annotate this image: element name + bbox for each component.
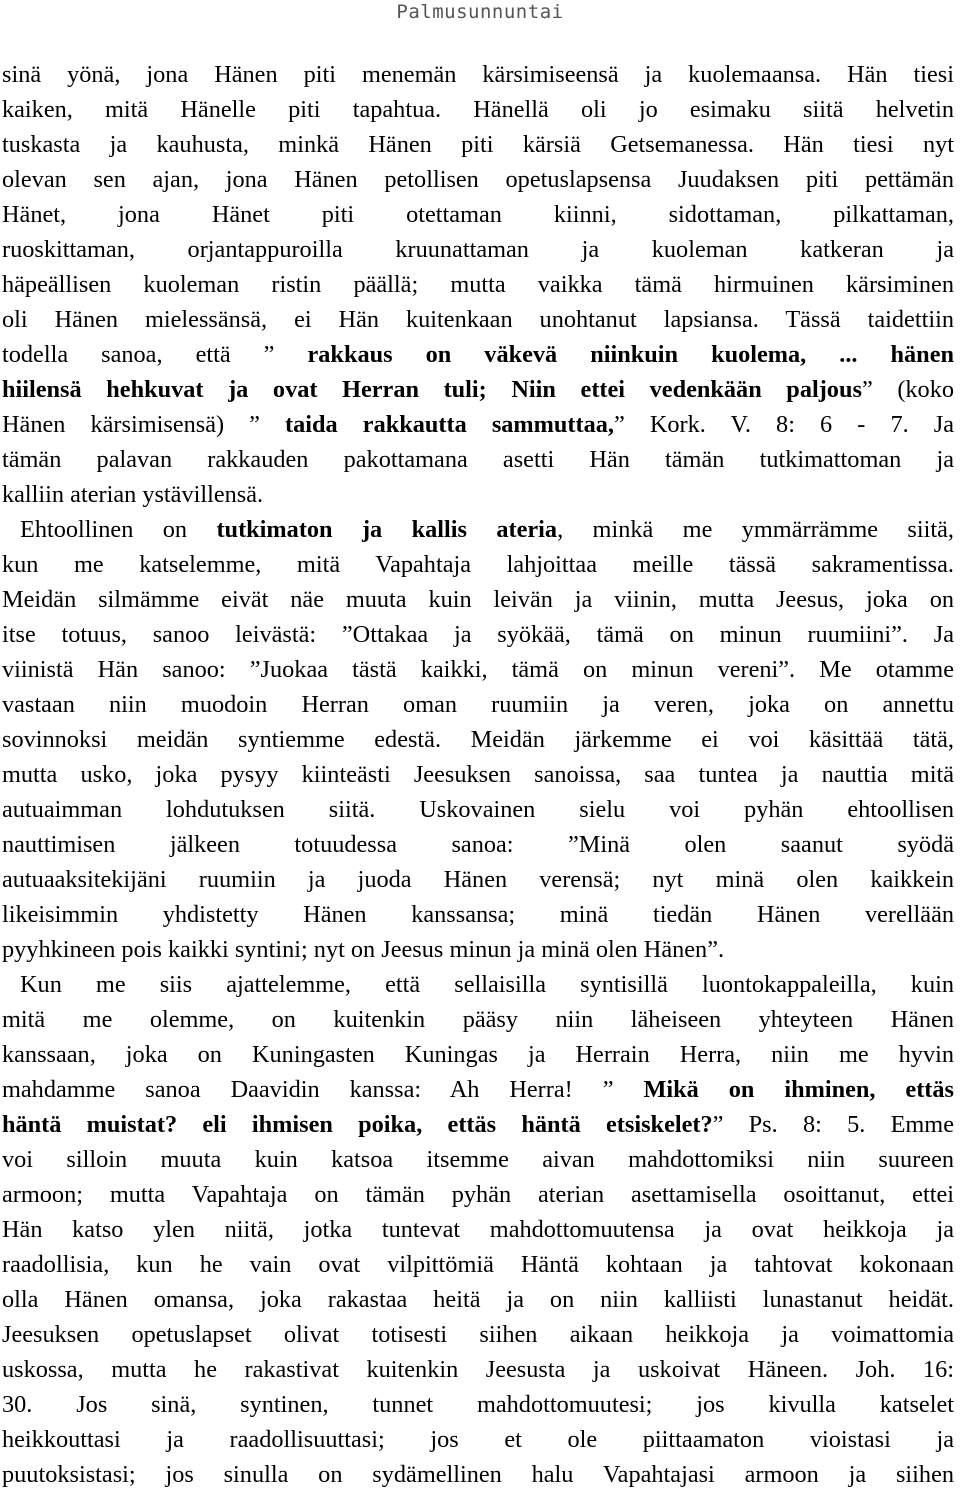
text-line: tämän palavan rakkauden pakottamana asetti Hän tämän tutkimattoman ja [2,446,954,473]
text-segment: mahdamme sanoa Daavidin kanssa: Ah Herra! ” [2,1076,644,1103]
text-line: sinä yönä, jona Hänen piti menemän kärsimiseensä ja kuolemaansa. Hän tiesi [2,61,954,88]
page-header [0,0,960,34]
text-line: 30. Jos sinä, syntinen, tunnet mahdottomuutesi; jos kivulla katselet [2,1391,954,1418]
text-line: kun me katselemme, mitä Vapahtaja lahjoittaa meille tässä sakramentissa. [2,551,954,578]
text-line: Hänet, jona Hänet piti otettaman kiinni, sidottaman, pilkattaman, [2,201,954,228]
text-segment: Ehtoollinen on [20,516,217,543]
bold-text-segment: taida rakkautta sammuttaa, [285,411,614,438]
text-line: pyyhkineen pois kaikki syntini; nyt on Jeesus minun ja minä olen Hänen”. [2,936,725,963]
text-line: Hän katso ylen niitä, jotka tuntevat mahdottomuutensa ja ovat heikkoja ja [2,1216,954,1243]
text-segment: , minkä me ymmärrämme siitä, [557,516,954,543]
text-segment: ” (koko [861,376,955,403]
text-line: autuaaksitekijäni ruumiin ja juoda Hänen verensä; nyt minä olen kaikkein [2,866,954,893]
text-segment: ” Kork. V. 8: 6 - 7. Ja [613,411,954,438]
text-segment: todella sanoa, että ” [2,341,308,368]
bold-text-segment: rakkaus on väkevä niinkuin kuolema, ... hänen [307,341,954,368]
text-line [2,512,954,547]
bold-text-segment: tutkimaton ja kallis ateria [216,516,558,543]
text-line: mutta usko, joka pysyy kiinteästi Jeesuksen sanoissa, saa tuntea ja nauttia mitä [2,761,954,788]
text-line: Meidän silmämme eivät näe muuta kuin leivän ja viinin, mutta Jeesus, joka on [2,586,954,613]
text-line: itse totuus, sanoo leivästä: ”Ottakaa ja syökää, tämä on minun ruumiini”. Ja [2,621,954,648]
text-line: sovinnoksi meidän syntiemme edestä. Meidän järkemme ei voi käsittää tätä, [2,726,954,753]
text-line: kalliin aterian ystävillensä. [2,481,264,508]
text-line: mitä me olemme, on kuitenkin pääsy niin läheiseen yhteyteen Hänen [2,1006,954,1033]
text-line: kanssaan, joka on Kuningasten Kuningas ja Herrain Herra, niin me hyvin [2,1041,954,1068]
text-line: olevan sen ajan, jona Hänen petollisen opetuslapsensa Juudaksen piti pettämän [2,166,954,193]
text-line: autuaimman lohdutuksen siitä. Uskovainen sielu voi pyhän ehtoollisen [2,796,954,823]
text-line [2,407,954,442]
text-line: Jeesuksen opetuslapset olivat totisesti siihen aikaan heikkoja ja voimattomia [2,1321,954,1348]
text-line [2,1107,954,1142]
text-line: häpeällisen kuoleman ristin päällä; mutta vaikka tämä hirmuinen kärsiminen [2,271,954,298]
text-line: olla Hänen omansa, joka rakastaa heitä ja on niin kalliisti lunastanut heidät. [2,1286,954,1313]
text-line: uskossa, mutta he rakastivat kuitenkin Jeesusta ja uskoivat Häneen. Joh. 16: [2,1356,954,1383]
text-line [2,337,954,372]
text-line: kaiken, mitä Hänelle piti tapahtua. Hänellä oli jo esimaku siitä helvetin [2,96,954,123]
bold-text-segment: Mikä on ihminen, ettäs [643,1076,954,1103]
text-line: tuskasta ja kauhusta, minkä Hänen piti kärsiä Getsemanessa. Hän tiesi nyt [2,131,954,158]
text-line: Kun me siis ajattelemme, että sellaisilla syntisillä luontokappaleilla, kuin [20,971,954,998]
text-line: viinistä Hän sanoo: ”Juokaa tästä kaikki, tämä on minun vereni”. Me otamme [2,656,954,683]
text-segment: ” Ps. 8: 5. Emme [712,1111,954,1138]
text-line: nauttimisen jälkeen totuudessa sanoa: ”Minä olen saanut syödä [2,831,954,858]
text-line: armoon; mutta Vapahtaja on tämän pyhän aterian asettamisella osoittanut, ettei [2,1181,954,1208]
text-segment: Hänen kärsimisensä) ” [2,411,286,438]
bold-text-segment: häntä muistat? eli ihmisen poika, ettäs häntä etsiskelet? [2,1111,713,1138]
text-line [2,1072,954,1107]
text-line: heikkouttasi ja raadollisuuttasi; jos et ole piittaamaton vioistasi ja [2,1426,954,1453]
text-line: ruoskittaman, orjantappuroilla kruunattaman ja kuoleman katkeran ja [2,236,954,263]
text-line [2,372,954,407]
text-line: voi silloin muuta kuin katsoa itsemme aivan mahdottomiksi niin suureen [2,1146,954,1173]
text-line: vastaan niin muodoin Herran oman ruumiin ja veren, joka on annettu [2,691,954,718]
page-title: Palmusunnuntai [396,1,564,23]
document-body [2,57,954,1492]
text-line: puutoksistasi; jos sinulla on sydämellinen halu Vapahtajasi armoon ja siihen [2,1461,954,1488]
text-line: oli Hänen mielessänsä, ei Hän kuitenkaan unohtanut lapsiansa. Tässä taidettiin [2,306,954,333]
bold-text-segment: hiilensä hehkuvat ja ovat Herran tuli; Niin ettei vedenkään paljous [2,376,862,403]
text-line: likeisimmin yhdistetty Hänen kanssansa; minä tiedän Hänen verellään [2,901,954,928]
text-line: raadollisia, kun he vain ovat vilpittömiä Häntä kohtaan ja tahtovat kokonaan [2,1251,954,1278]
